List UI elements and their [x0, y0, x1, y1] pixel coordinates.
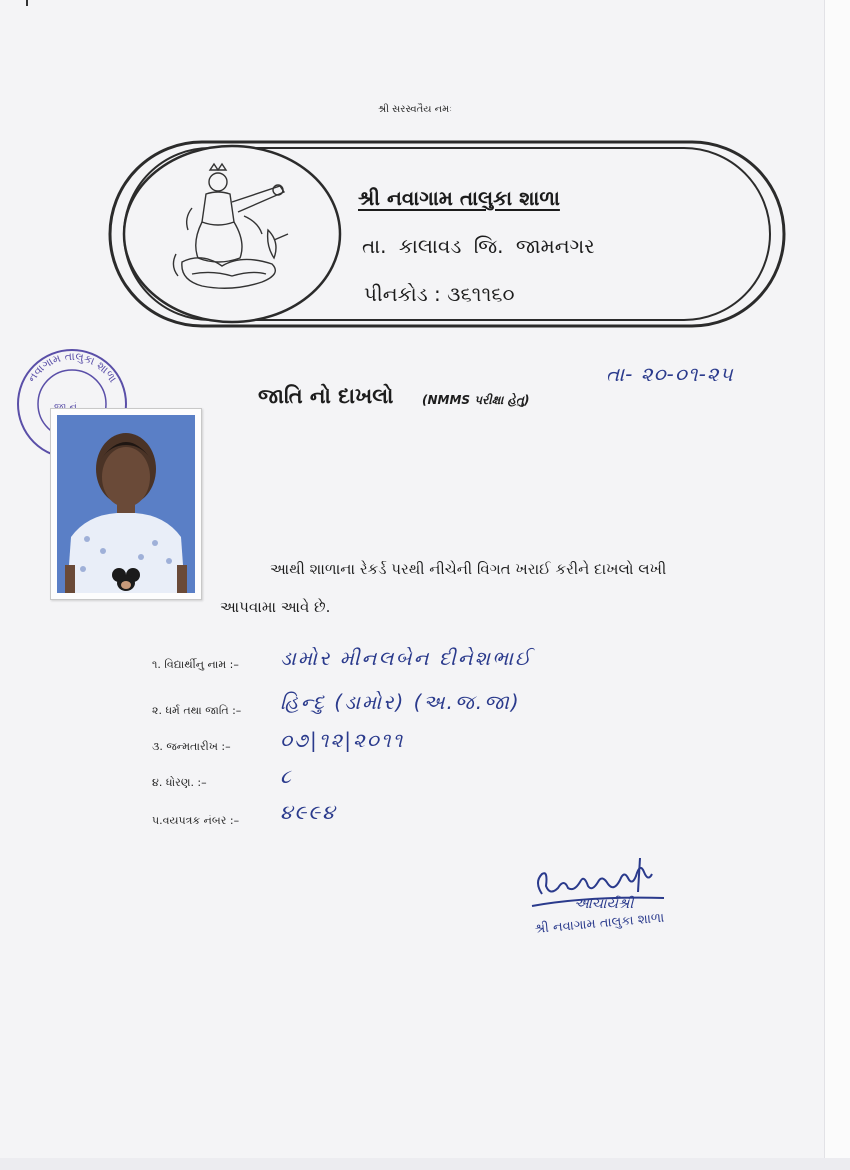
religion-caste-value: હિન્દુ (ડામોર) (અ.જ.જા) [280, 690, 521, 714]
stamp-ring-text: નવાગામ તાલુકા શાળા [25, 349, 120, 385]
certificate-date: તા- ૨૦-૦૧-૨૫ [606, 362, 734, 386]
school-seal-text: શ્રી નવાગામ તાલુકા શાળા [534, 910, 665, 937]
intro-text-line-2: આપવામા આવે છે. [220, 598, 331, 616]
intro-text-line-1: આથી શાળાના રેકર્ડ પરથી નીચેની વિગત ખરાઈ કરીને દાખલો લખી [270, 560, 667, 578]
scan-edge [824, 0, 850, 1170]
scan-bottom-edge [0, 1158, 850, 1170]
register-number-label: પ.વયપત્રક નંબર :– [152, 814, 240, 827]
student-photo [50, 408, 202, 600]
saraswati-illustration [162, 162, 302, 302]
certificate-title: જાતિ નો દાખલો [258, 384, 394, 408]
register-number-value: ૪૯૯૪ [280, 800, 337, 824]
school-name: શ્રી નવાગામ તાલુકા શાળા [358, 186, 560, 210]
standard-value: ૮ [280, 764, 293, 788]
principal-title: આચાર્યશ્રી [574, 896, 634, 912]
certificate-subtitle: (NMMS પરીક્ષા હેતુ) [422, 393, 530, 407]
religion-caste-label: ૨. ધર્મ તથા જાતિ :– [152, 704, 242, 717]
standard-label: ૪. ધોરણ. :– [152, 776, 207, 789]
invocation-text: શ્રી સરસ્વતૈય નમઃ [377, 104, 453, 115]
birth-date-label: ૩. જન્મતારીખ :– [152, 740, 231, 753]
school-pincode: પીનકોડ : ૩૬૧૧૬૦ [364, 282, 515, 306]
birth-date-value: ૦૭|૧૨|૨૦૧૧ [280, 728, 405, 752]
scan-mark [26, 0, 28, 6]
student-name-label: ૧. વિદ્યાર્થીનુ નામ :– [152, 658, 239, 671]
photo-image [57, 415, 195, 593]
school-address: તા. કાલાવડ જિ. જામનગર [362, 234, 595, 258]
student-name-value: ડામોર મીનલબેન દીનેશભાઈ [280, 646, 533, 670]
